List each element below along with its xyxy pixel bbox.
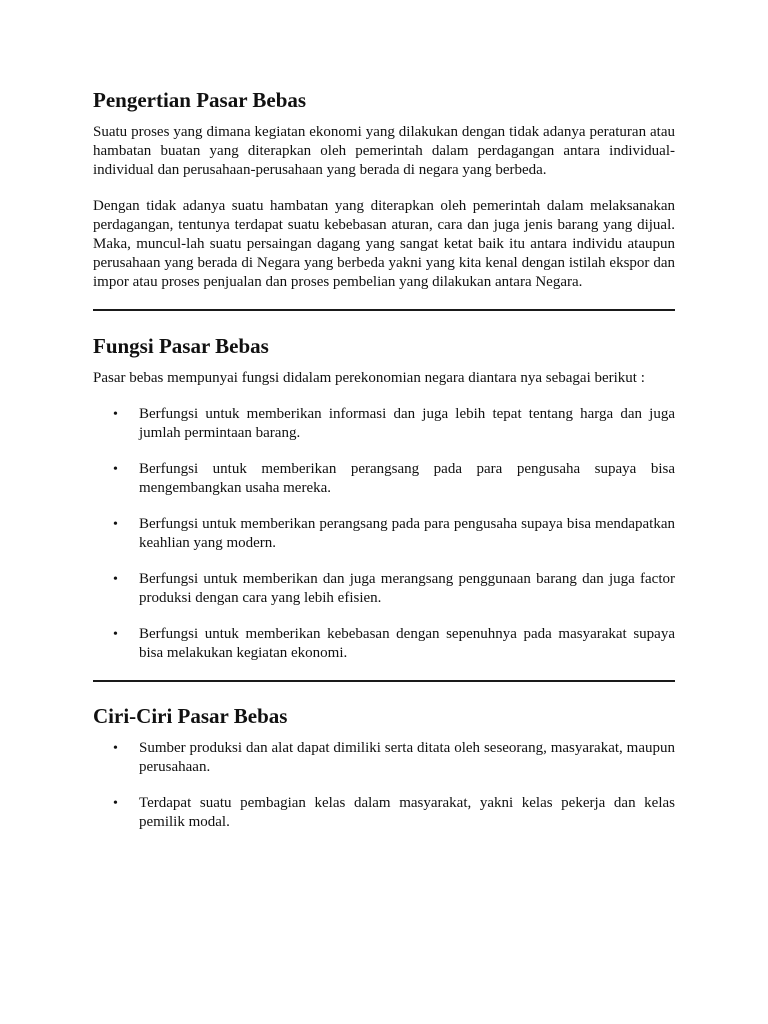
list-item (93, 460, 675, 498)
list-item (93, 739, 675, 777)
section-title: Ciri-Ciri Pasar Bebas (93, 704, 288, 728)
paragraph: Suatu proses yang dimana kegiatan ekonomi yang dilakukan dengan tidak adanya peraturan atau hambatan buatan yang diterapkan oleh pemerintah dalam perdagangan antara individual-individual dan perusahaan-perusahaan yang berada di negara yang berbeda. (93, 124, 675, 178)
list-item-text: Berfungsi untuk memberikan kebebasan dengan sepenuhnya pada masyarakat supaya bisa melakukan kegiatan ekonomi. (139, 626, 675, 661)
bullet-icon: • (113, 517, 118, 532)
section-title: Pengertian Pasar Bebas (93, 88, 307, 112)
characteristics-list (93, 739, 675, 832)
section-intro: Pasar bebas mempunyai fungsi didalam perekonomian negara diantara nya sebagai berikut : (93, 370, 645, 386)
function-list (93, 405, 675, 663)
list-item (93, 515, 675, 553)
list-item (93, 570, 675, 608)
bullet-icon: • (113, 407, 118, 422)
section-divider (93, 680, 675, 682)
list-item (93, 405, 675, 443)
document-page (93, 86, 675, 849)
list-item-text: Berfungsi untuk memberikan informasi dan juga lebih tepat tentang harga dan juga jumlah permintaan barang. (139, 406, 675, 441)
bullet-icon: • (113, 741, 118, 756)
bullet-icon: • (113, 462, 118, 477)
section-fungsi (93, 332, 675, 663)
bullet-icon: • (113, 796, 118, 811)
section-divider (93, 309, 675, 311)
section-ciri-ciri (93, 702, 675, 832)
section-pengertian (93, 86, 675, 292)
bullet-icon: • (113, 572, 118, 587)
list-item (93, 794, 675, 832)
list-item (93, 625, 675, 663)
bullet-icon: • (113, 627, 118, 642)
list-item-text: Berfungsi untuk memberikan perangsang pada para pengusaha supaya bisa mendapatkan keahlian yang modern. (139, 516, 675, 551)
list-item-text: Berfungsi untuk memberikan dan juga merangsang penggunaan barang dan juga factor produksi dengan cara yang lebih efisien. (139, 571, 675, 606)
list-item-text: Sumber produksi dan alat dapat dimiliki serta ditata oleh seseorang, masyarakat, maupun perusahaan. (139, 740, 675, 775)
section-title: Fungsi Pasar Bebas (93, 334, 269, 358)
list-item-text: Terdapat suatu pembagian kelas dalam masyarakat, yakni kelas pekerja dan kelas pemilik modal. (139, 795, 675, 830)
list-item-text: Berfungsi untuk memberikan perangsang pada para pengusaha supaya bisa mengembangkan usaha mereka. (139, 461, 675, 496)
paragraph: Dengan tidak adanya suatu hambatan yang diterapkan oleh pemerintah dalam melaksanakan perdagangan, tentunya terdapat suatu kebebasan aturan, cara dan juga jenis barang yang dijual. Maka, muncul-lah suatu persaingan dagang yang sangat ketat baik itu antara individu ataupun perusahaan yang berada di Negara yang berbeda yakni yang kita kenal dengan istilah ekspor dan impor atau proses penjualan dan proses pembelian yang dilakukan antara Negara. (93, 198, 675, 290)
